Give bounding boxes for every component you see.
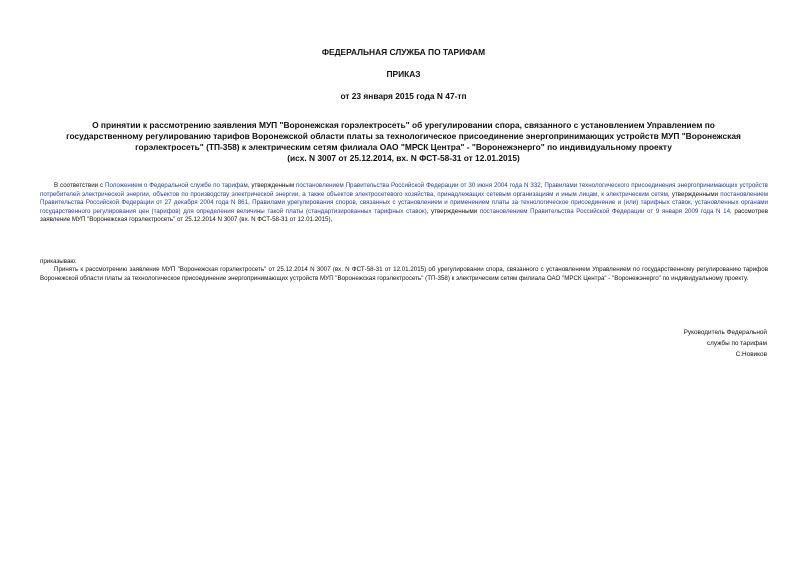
document-type: ПРИКАЗ bbox=[386, 69, 421, 79]
preamble-text: , утвержденными bbox=[667, 190, 721, 198]
title-line: государственному регулированию тарифов Воронежской области платы за технологическое присоединение энергопринимающих устройств МУП "Воронежская bbox=[66, 131, 741, 141]
signer-name: С.Новиков bbox=[735, 351, 767, 358]
preamble-text: В соответствии с bbox=[54, 182, 106, 189]
link-resolution-861[interactable]: постановлением Правительства Российской Федерации от 27 декабря 2004 года N 861 bbox=[40, 190, 768, 207]
order-label: приказываю: bbox=[40, 258, 77, 265]
signer-position-line1: Руководитель Федеральной bbox=[683, 329, 767, 336]
preamble-text: , bbox=[248, 199, 253, 207]
document-title bbox=[60, 120, 747, 164]
link-resolution-14[interactable]: постановлением Правительства Российской Федерации от 9 января 2009 года N 14 bbox=[479, 207, 731, 215]
signer-position-line2: службы по тарифам bbox=[706, 340, 767, 347]
preamble-text: , bbox=[540, 182, 545, 189]
link-resolution-332[interactable]: постановлением Правительства Российской Федерации от 30 июня 2004 года N 332 bbox=[295, 182, 541, 189]
document-date-number: от 23 января 2015 года N 47-тп bbox=[340, 91, 467, 101]
preamble-text: , утвержденными bbox=[426, 207, 480, 215]
link-dispute-rules[interactable]: Правилами урегулирования споров, связанных с установлением и применением платы за технологическое присоединение и (или) тарифных ставок, установленных органами государственного регулирования цен (тарифов) для определения величины такой платы (стандартизированных тарифных ставок) bbox=[40, 199, 768, 215]
link-connection-rules[interactable]: Правилами технологического присоединения энергопринимающих устройств потребителей электрической энергии, объектов по производству электрической энергии, а также объектов электросетевого хозяйства, принадлежащих сетевым организациям и иным лицам, к электрическим сетям bbox=[40, 182, 768, 198]
agency-name: ФЕДЕРАЛЬНАЯ СЛУЖБА ПО ТАРИФАМ bbox=[321, 47, 486, 57]
title-line: (исх. N 3007 от 25.12.2014, вх. N ФСТ-58-31 от 12.01.2015) bbox=[287, 153, 520, 163]
link-fst-regulation[interactable]: Положением о Федеральной службе по тарифам bbox=[105, 182, 248, 189]
order-paragraph: Принять к рассмотрению заявление МУП "Воронежская горэлектросеть" от 25.12.2014 N 3007 (вх. N ФСТ-58-31 от 12.01.2015) об урегулировании спора, связанного с установлением Управлением по государственному регулированию тарифов Воронежской области платы за технологическое присоединение энергопринимающих устройств МУП "Воронежская горэлектросеть" (ТП-358) к электрическим сетям филиала ОАО "МРСК Центра" - "Воронежэнерго" по индивидуальному проекту. bbox=[40, 266, 768, 282]
preamble-text: , рассмотрев заявление МУП "Воронежская горэлектросеть" от 25.12.2014 N 3007 (вх. N ФСТ-58-31 от 12.01.2015), bbox=[40, 207, 768, 224]
preamble-text: , утвержденным bbox=[247, 182, 296, 189]
title-line: горэлектросеть" (ТП-358) к электрическим сетям филиала ОАО "МРСК Центра" - "Воронежэнерго" по индивидуальному проекту bbox=[135, 142, 672, 152]
title-line: О принятии к рассмотрению заявления МУП "Воронежская горэлектросеть" об урегулировании спора, связанного с установлением Управлением по bbox=[92, 120, 715, 130]
preamble-paragraph bbox=[40, 182, 768, 225]
signature-block bbox=[684, 327, 767, 360]
